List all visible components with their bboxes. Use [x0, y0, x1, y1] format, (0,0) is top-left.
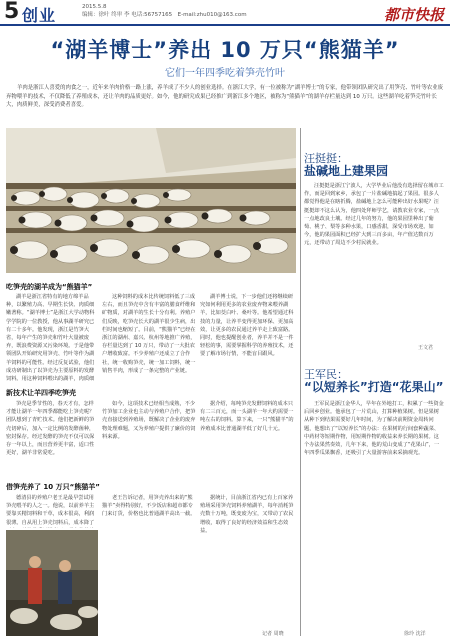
- section-3-subtitle: 借笋壳养了 10 万只“熊猫羊”: [6, 483, 100, 491]
- section-2-col-1: 笋壳是季节性的，春天才有，怎样才能让湖羊一年四季都能吃上笋壳呢？团队想到了青贮技术。他们把新鲜的笋壳切碎后，加入一定比例的发酵菌种，密封保存。经过发酵的笋壳不仅可以保存一年以上，而且营养更丰富，适口性更好，湖羊非常爱吃。: [6, 401, 95, 457]
- section-3-col-2: 老王告诉记者，用笋壳养出来的“熊猫羊”卖得特别好，不少饭店和超市都专门来订货，价格也比普通湖羊高出一截。: [102, 495, 196, 518]
- header-email: E-mail:zhu010@163.com: [177, 12, 247, 18]
- section-name: 创业: [22, 6, 57, 25]
- section-2-col-3: 据介绍，每吨笋壳发酵饲料的成本只有二三百元，而一头湖羊一年大约需要一吨左右的饲料。算下来，一只“熊猫羊”的养殖成本比普通湖羊低了好几十元。: [200, 401, 294, 432]
- section-1-col-2: 这种饲料的成本比传统饲料低了三成左右，而且笋壳中含有丰富的膳食纤维和矿物质，对湖羊的生长十分有利。养殖户们反映，吃笋壳长大的湖羊很少生病，出栏时间也缩短了。目前，“熊猫羊”已经在浙江的湖州、嘉兴、杭州等地推广养殖，存栏量达到了 10 万只，带动了一大批农户增收致富。不少养殖户还成立了合作社，统一收购笋壳，统一加工饲料，统一销售羊肉，形成了一条完整的产业链。: [102, 294, 196, 374]
- sidebar-1-title: 盐碱地上建果园: [304, 164, 389, 178]
- section-3-col-3: 据统计，目前浙江省内已有上百家养殖场采用笋壳饲料养殖湖羊，每年消耗笋壳数十万吨，既变废为宝，又带动了农民增收，取得了良好的经济效益和生态效益。: [200, 495, 294, 534]
- sheep-farm-photo: [6, 128, 296, 273]
- workers-illustration: [6, 530, 98, 636]
- sidebar-2-text: 王军民是浙江金华人，早年在外地打工，积累了一些资金后回乡创业。他承包了一片荒山，打算种植果树。但是果树从种下到结果需要好几年时间，为了解决前期资金周转问题，他想出了“以短养长”的办法：在果树的行间套种蔬菜、中药材等短期作物，用短期作物的收益来养长期的果树。这个办法果然奏效，几年下来，他的荒山变成了“花果山”，一年四季瓜果飘香，还吸引了大量游客前来采摘观光。: [304, 401, 444, 457]
- sidebar-2-byline: 徐玲 沈洋: [404, 631, 426, 637]
- header-meta: [82, 3, 247, 19]
- sidebar-2-name: 王军民：: [304, 368, 348, 381]
- newspaper-name: 都市快报: [383, 6, 444, 24]
- sidebar-divider: [300, 128, 301, 636]
- sidebar-2-heading: [304, 368, 444, 394]
- section-2-subtitle: 新技术让羊四季吃笋壳: [6, 389, 76, 397]
- sheep-farm-illustration: [6, 128, 296, 273]
- page-number: 5: [4, 0, 20, 24]
- sidebar-1-byline: 王文君: [418, 345, 434, 351]
- sidebar-1-name: 汪挺挺：: [304, 152, 348, 165]
- header-date: 2015.5.8: [82, 4, 107, 10]
- page-header: [0, 0, 450, 26]
- lead-paragraph: 羊肉是浙江人喜爱的肉食之一，近年来羊肉价格一路上涨，养羊成了不少人的创业选择。在浙江大学，有一位被称为“湖羊博士”的专家，他带领团队研究出了用笋壳、竹叶等农业废弃物喂羊的技术，不仅降低了养殖成本，还让羊肉的品质更好。如今，他的研究成果已经推广到浙江多个地区，被称为“熊猫羊”的湖羊存栏量达到 10 万只。这些湖羊吃着笋壳竹叶长大，肉质鲜美，深受消费者喜爱。: [6, 85, 444, 109]
- section-1-subtitle: 吃笋壳的湖羊成为“熊猫羊”: [6, 283, 93, 291]
- section-1-col-3: 湖羊博士说，下一步他们还将继续研究如何利用更多的农业废弃物来喂养湖羊，比如茭白叶、桑叶等。他希望通过科技的力量，让养羊变得更加环保、更加高效，让更多的农民通过养羊走上致富路。同时，他也提醒创业者，养羊并不是一件轻松的事，需要掌握科学的养殖技术，还要了解市场行情，不能盲目跟风。: [200, 294, 294, 358]
- headline: “湖羊博士”养出 10 万只“熊猫羊”: [50, 38, 400, 62]
- subheadline: 它们一年四季吃着笋壳竹叶: [165, 68, 285, 79]
- sidebar-1-text: 汪挺挺是浙江宁波人，大学毕业后他没有选择留在城市工作，而是回到家乡，承包了一片盐碱地搞起了果园。很多人都觉得他是在瞎折腾，盐碱地上怎么可能种出好水果呢？汪挺挺却不这么认为，他四处拜师学艺，请教农业专家，一点一点地改良土壤。经过几年的努力，他的果园里种出了葡萄、桃子、梨等多种水果，口感香甜，深受市场欢迎。如今，他的果园面积已经扩大到三百多亩，年产值达数百万元，还带动了周边不少村民就业。: [304, 183, 444, 247]
- main-byline: 记者 周晓: [262, 631, 284, 637]
- section-2-col-2: 如今，这项技术已经相当成熟，不少竹笋加工企业也主动与养殖户合作，把笋壳直接送到养殖场，既解决了企业的废弃物处理难题，又为养殖户提供了廉价的饲料来源。: [102, 401, 196, 440]
- section-1-col-1: 湖羊是浙江省特有的地方绵羊品种，以繁殖力高、早期生长快、肉质细嫩著称。“湖羊博士”是浙江大学动物科学学院的一位教授，他从事湖羊研究已有二十多年。他发现，浙江是竹笋大省，每年产生的笋壳和竹叶大量被废弃，既浪费资源又污染环境。于是他带领团队开始研究用笋壳、竹叶等作为湖羊饲料的可能性。经过反复试验，他们成功研制出了以笋壳为主要原料的发酵饲料。用这种饲料喂出的湖羊，肉质细: [6, 294, 95, 383]
- header-editors: 编辑：徐叶 终审 李 电话:56757165: [82, 12, 173, 18]
- workers-photo: [6, 530, 98, 636]
- sidebar-1-heading: [304, 152, 388, 178]
- sidebar-2-title: “以短养长”打造“花果山”: [304, 380, 444, 394]
- section-3-col-1: 德清县的养殖户老王是最早尝试用笋壳喂羊的人之一。他说，以前养羊主要靠买精饲料和干草，成本很高，利润很薄。自从用上笋壳饲料后，成本降了: [6, 495, 95, 526]
